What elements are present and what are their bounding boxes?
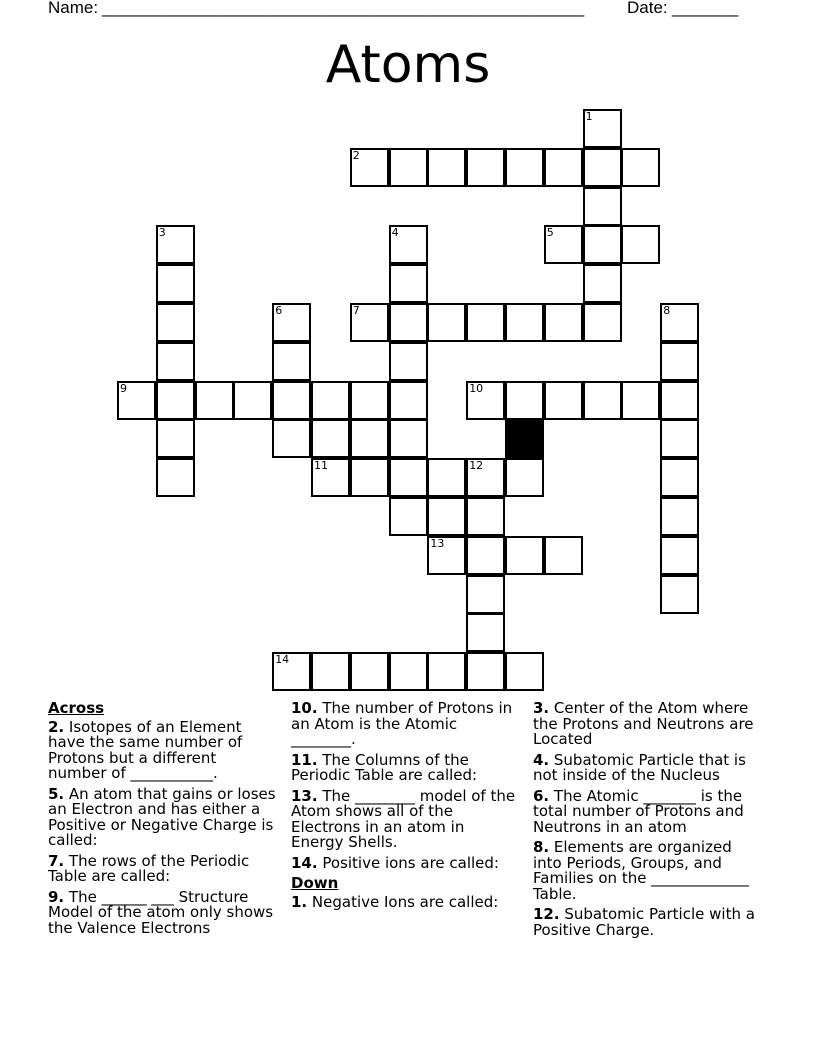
crossword-cell[interactable] — [156, 225, 195, 264]
clue-number: 4. — [533, 750, 550, 769]
cell-number: 13 — [430, 536, 445, 550]
clue-text: Elements are organized into Periods, Groups, and Families on the _____________ Table. — [533, 838, 749, 903]
crossword-cell[interactable] — [195, 381, 234, 420]
cell-number: 12 — [469, 459, 484, 473]
clue-number: 7. — [48, 851, 65, 870]
clue-text: Center of the Atom where the Protons and Neutrons are Located — [533, 699, 754, 748]
crossword-cell[interactable] — [466, 536, 505, 575]
cell-number: 4 — [391, 226, 399, 240]
crossword-cell[interactable] — [389, 342, 428, 381]
crossword-cell[interactable] — [544, 381, 583, 420]
clue-number: 6. — [533, 786, 550, 805]
crossword-cell[interactable] — [156, 303, 195, 342]
crossword-cell[interactable] — [466, 148, 505, 187]
crossword-cell[interactable] — [389, 148, 428, 187]
clue-across-5 — [48, 784, 278, 849]
clue-text: The ______ ___ Structure Model of the atom only shows the Valence Electrons — [48, 887, 274, 937]
clue-column-right — [533, 701, 763, 943]
clue-text: Subatomic Particle that is not inside of the Nucleus — [533, 750, 746, 784]
clue-number: 3. — [533, 699, 550, 717]
crossword-cell[interactable] — [272, 381, 311, 420]
clue-down-8 — [533, 840, 763, 902]
crossword-cell[interactable] — [389, 225, 428, 264]
clue-text: The ________ model of the Atom shows all of the Electrons in an atom in Energy Shells. — [291, 786, 516, 851]
crossword-cell[interactable] — [505, 458, 544, 497]
clue-down-3 — [533, 701, 763, 748]
name-blank[interactable]: ___________________________________________________ — [102, 0, 585, 17]
crossword-cell[interactable] — [544, 536, 583, 575]
crossword-cell[interactable] — [466, 381, 505, 420]
crossword-cell[interactable] — [389, 419, 428, 458]
clue-down-4 — [533, 750, 763, 784]
cell-number: 10 — [469, 381, 484, 395]
crossword-cell[interactable] — [660, 497, 699, 536]
crossword-cell[interactable] — [350, 303, 389, 342]
date-label: Date: — [627, 0, 668, 17]
cell-number: 6 — [275, 304, 283, 317]
crossword-cell[interactable] — [233, 381, 272, 420]
clue-text: Positive ions are called: — [317, 853, 499, 872]
clue-across-14 — [291, 853, 521, 872]
crossword-cell[interactable] — [350, 458, 389, 497]
crossword-cell[interactable] — [660, 381, 699, 420]
clue-down-12 — [533, 907, 763, 938]
clue-number: 14. — [291, 853, 318, 872]
clue-text: An atom that gains or loses an Electron and has either a Positive or Negative Charge is called: — [48, 784, 276, 849]
crossword-cell[interactable] — [660, 575, 699, 614]
clue-down-6 — [533, 786, 763, 836]
clue-text: The Atomic _______ is the total number of Protons and Neutrons in an atom — [533, 786, 744, 836]
date-blank[interactable]: _______ — [672, 0, 739, 17]
crossword-cell[interactable] — [544, 148, 583, 187]
crossword-cell[interactable] — [505, 148, 544, 187]
crossword-cell[interactable] — [272, 419, 311, 458]
down-heading: Down — [291, 874, 339, 892]
crossword-cell[interactable] — [156, 458, 195, 497]
crossword-cell[interactable] — [466, 652, 505, 691]
clue-across-9 — [48, 887, 278, 937]
across-heading: Across — [48, 699, 105, 717]
crossword-cell[interactable] — [583, 148, 622, 187]
crossword-cell[interactable] — [272, 342, 311, 381]
crossword-cell[interactable] — [272, 303, 311, 342]
crossword-cell[interactable] — [350, 381, 389, 420]
clue-column-middle — [291, 701, 521, 915]
clue-number: 5. — [48, 784, 65, 803]
clue-across-7 — [48, 851, 278, 885]
crossword-cell[interactable] — [466, 303, 505, 342]
crossword-cell[interactable] — [389, 652, 428, 691]
crossword-cell[interactable] — [505, 536, 544, 575]
crossword-cell[interactable] — [272, 652, 311, 691]
crossword-cell[interactable] — [427, 536, 466, 575]
crossword-cell[interactable] — [311, 419, 350, 458]
clue-number: 11. — [291, 750, 318, 769]
clue-across-13 — [291, 786, 521, 851]
crossword-cell[interactable] — [621, 225, 660, 264]
cell-number: 9 — [120, 381, 127, 395]
crossword-cell[interactable] — [350, 652, 389, 691]
clue-text: Negative Ions are called: — [307, 892, 499, 911]
cell-number: 14 — [275, 653, 290, 667]
clue-across-10 — [291, 701, 521, 748]
cell-number: 1 — [585, 110, 593, 123]
cell-number: 7 — [352, 304, 360, 317]
clue-number: 13. — [291, 786, 318, 805]
crossword-cell[interactable] — [466, 497, 505, 536]
clue-text: The Columns of the Periodic Table are called: — [291, 750, 478, 784]
clue-text: Subatomic Particle with a Positive Charge. — [533, 905, 755, 939]
cell-number: 11 — [314, 459, 328, 473]
crossword-cell[interactable] — [583, 109, 622, 148]
crossword-cell[interactable] — [389, 264, 428, 303]
crossword-cell[interactable] — [505, 652, 544, 691]
crossword-cell[interactable] — [156, 264, 195, 303]
crossword-cell[interactable] — [156, 419, 195, 458]
crossword-cell[interactable] — [505, 303, 544, 342]
clue-text: The number of Protons in an Atom is the Atomic ________. — [291, 699, 513, 748]
page-title: Atoms — [325, 35, 491, 95]
clue-number: 9. — [48, 887, 65, 906]
clue-number: 12. — [533, 905, 560, 923]
clue-column-left — [48, 701, 278, 941]
crossword-cell[interactable] — [427, 148, 466, 187]
crossword-cell[interactable] — [544, 303, 583, 342]
crossword-cell[interactable] — [583, 187, 622, 226]
clue-number: 1. — [291, 892, 308, 911]
cell-number: 8 — [663, 304, 671, 317]
crossword-cell[interactable] — [660, 419, 699, 458]
crossword-cell[interactable] — [466, 613, 505, 652]
crossword-block-cell — [505, 419, 544, 458]
crossword-cell[interactable] — [621, 381, 660, 420]
crossword-cell[interactable] — [505, 381, 544, 420]
clue-across-11 — [291, 750, 521, 784]
crossword-cell[interactable] — [156, 342, 195, 381]
crossword-cell[interactable] — [660, 342, 699, 381]
crossword-cell[interactable] — [427, 497, 466, 536]
clue-number: 10. — [291, 699, 318, 717]
crossword-cell[interactable] — [427, 652, 466, 691]
crossword-cell[interactable] — [350, 148, 389, 187]
cell-number: 5 — [546, 226, 554, 240]
crossword-cell[interactable] — [427, 303, 466, 342]
crossword-cell[interactable] — [389, 497, 428, 536]
crossword-cell[interactable] — [311, 458, 350, 497]
crossword-cell[interactable] — [156, 381, 195, 420]
crossword-cell[interactable] — [466, 575, 505, 614]
crossword-cell[interactable] — [660, 303, 699, 342]
crossword-cell[interactable] — [389, 303, 428, 342]
name-label: Name: — [48, 0, 99, 17]
cell-number: 2 — [352, 148, 360, 162]
crossword-cell[interactable] — [311, 381, 350, 420]
crossword-cell[interactable] — [660, 458, 699, 497]
clue-number: 2. — [48, 717, 65, 736]
crossword-cell[interactable] — [389, 381, 428, 420]
crossword-cell[interactable] — [427, 458, 466, 497]
clue-text: The rows of the Periodic Table are called: — [48, 851, 250, 885]
clue-across-2 — [48, 717, 278, 782]
crossword-cell[interactable] — [583, 303, 622, 342]
crossword-cell[interactable] — [583, 264, 622, 303]
clue-text: Isotopes of an Element have the same number of Protons but a different number of ___________. — [48, 717, 243, 782]
crossword-cell[interactable] — [311, 652, 350, 691]
crossword-cell[interactable] — [466, 458, 505, 497]
clue-down-1 — [291, 892, 521, 911]
crossword-cell[interactable] — [583, 225, 622, 264]
crossword-cell[interactable] — [660, 536, 699, 575]
clue-number: 8. — [533, 838, 550, 856]
crossword-cell[interactable] — [117, 381, 156, 420]
crossword-cell[interactable] — [389, 458, 428, 497]
crossword-cell[interactable] — [621, 148, 660, 187]
cell-number: 3 — [158, 226, 166, 240]
crossword-cell[interactable] — [583, 381, 622, 420]
crossword-cell[interactable] — [544, 225, 583, 264]
crossword-cell[interactable] — [350, 419, 389, 458]
